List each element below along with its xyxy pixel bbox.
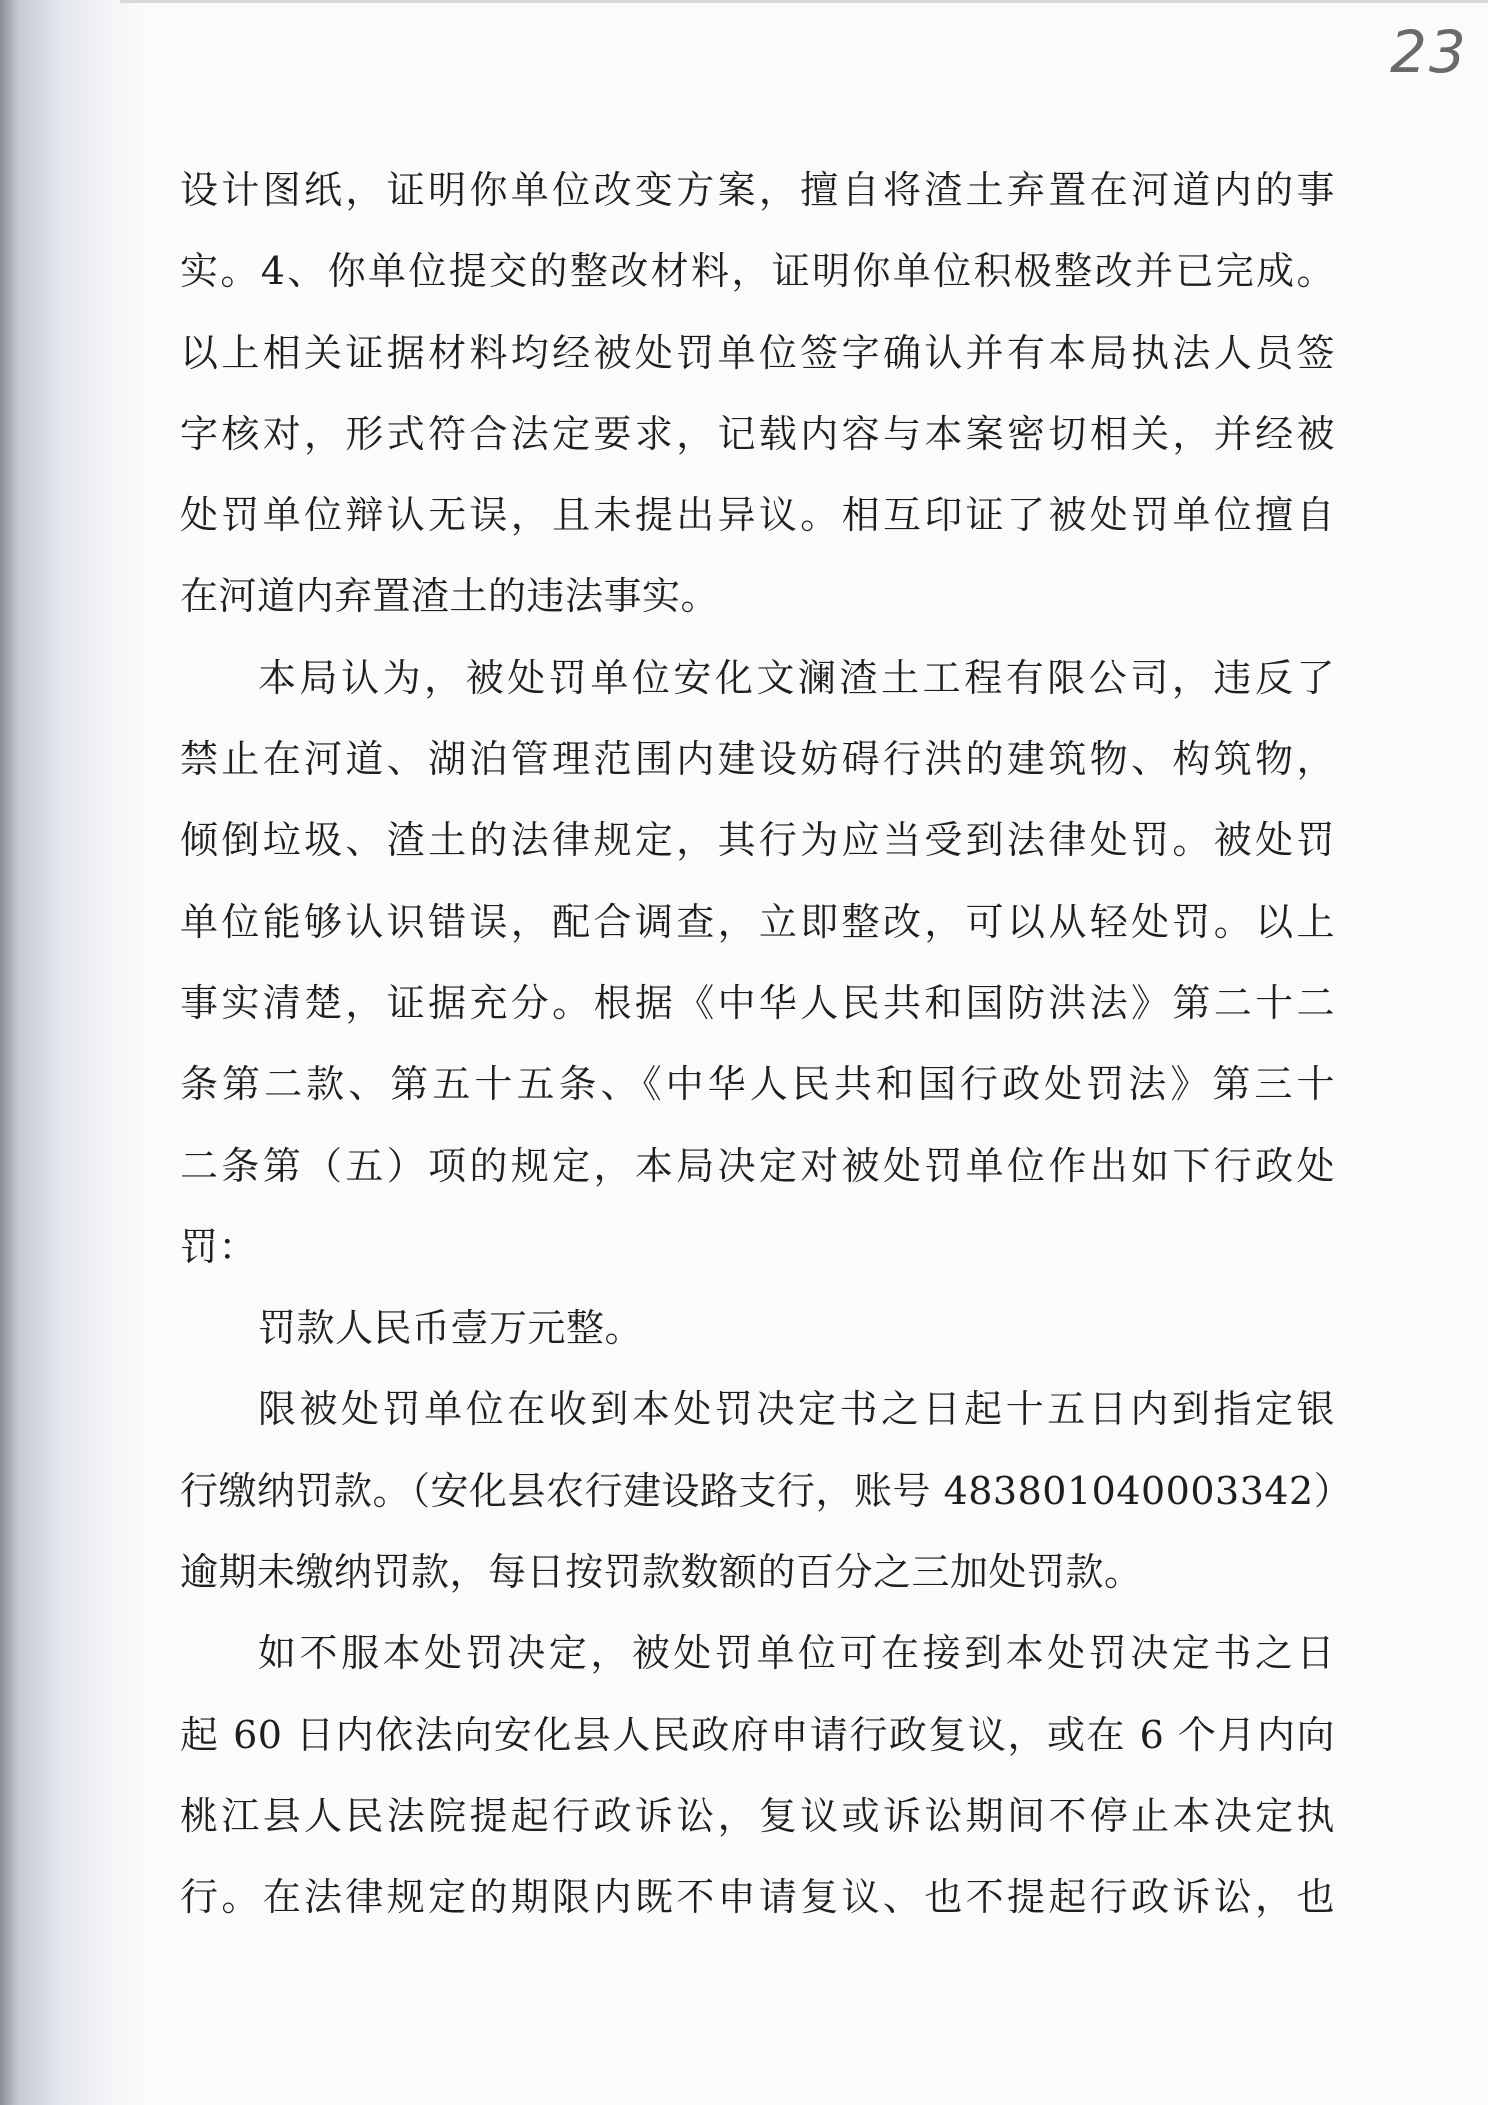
- text-line: 起 60 日内依法向安化县人民政府申请行政复议，或在 6 个月内向: [180, 1712, 1335, 1757]
- scan-shadow: [0, 0, 150, 2105]
- text-line: 如不服本处罚决定，被处罚单位可在接到本处罚决定书之日: [258, 1631, 1335, 1676]
- text-line: 单位能够认识错误，配合调查，立即整改，可以从轻处罚。以上: [180, 899, 1335, 944]
- text-line: 逾期未缴纳罚款，每日按罚款数额的百分之三加处罚款。: [180, 1550, 1143, 1595]
- text-line: 禁止在河道、湖泊管理范围内建设妨碍行洪的建筑物、构筑物，: [180, 737, 1335, 782]
- text-line: 条第二款、第五十五条、《中华人民共和国行政处罚法》第三十: [180, 1062, 1335, 1107]
- text-line: 在河道内弃置渣土的违法事实。: [180, 574, 720, 619]
- text-line: 字核对，形式符合法定要求，记载内容与本案密切相关，并经被: [180, 411, 1335, 456]
- text-line: 事实清楚，证据充分。根据《中华人民共和国防洪法》第二十二: [180, 980, 1335, 1025]
- scan-top-edge: [120, 0, 1488, 3]
- text-line: 罚：: [180, 1224, 258, 1269]
- text-line: 二条第（五）项的规定，本局决定对被处罚单位作出如下行政处: [180, 1143, 1335, 1188]
- handwritten-page-number: 23: [1390, 18, 1468, 86]
- text-line: 处罚单位辩认无误，且未提出异议。相互印证了被处罚单位擅自: [180, 493, 1335, 538]
- text-line: 罚款人民币壹万元整。: [258, 1306, 644, 1351]
- text-line: 行。在法律规定的期限内既不申请复议、也不提起行政诉讼，也: [180, 1875, 1335, 1920]
- text-line: 实。4、你单位提交的整改材料，证明你单位积极整改并已完成。: [180, 249, 1335, 294]
- text-line: 倾倒垃圾、渣土的法律规定，其行为应当受到法律处罚。被处罚: [180, 818, 1335, 863]
- text-line: 本局认为，被处罚单位安化文澜渣土工程有限公司，违反了: [258, 655, 1335, 700]
- text-line: 设计图纸，证明你单位改变方案，擅自将渣土弃置在河道内的事: [180, 168, 1335, 212]
- text-line: 以上相关证据材料均经被处罚单位签字确认并有本局执法人员签: [180, 330, 1335, 375]
- text-line: 行缴纳罚款。（安化县农行建设路支行，账号 483801040003342）: [180, 1468, 1353, 1513]
- text-line: 限被处罚单位在收到本处罚决定书之日起十五日内到指定银: [258, 1387, 1335, 1432]
- text-line: 桃江县人民法院提起行政诉讼，复议或诉讼期间不停止本决定执: [180, 1793, 1335, 1838]
- document-body: [180, 150, 1353, 1939]
